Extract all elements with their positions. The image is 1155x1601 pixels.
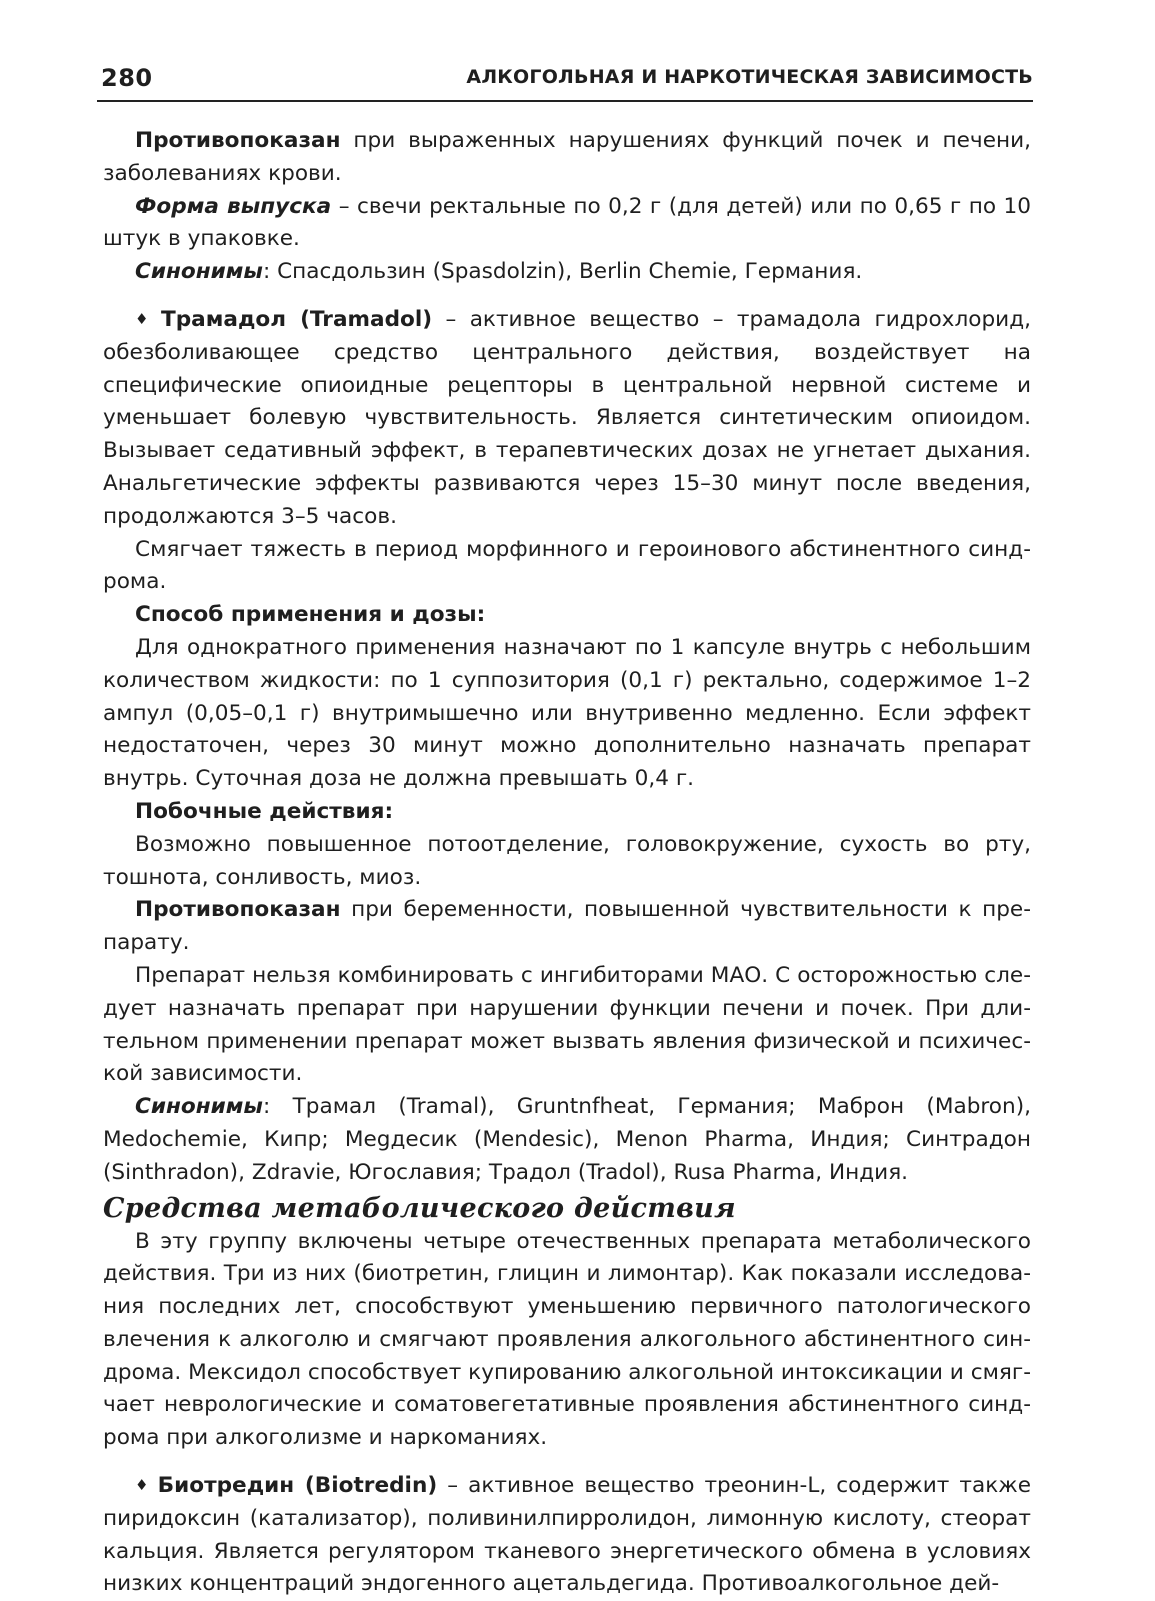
synonyms-label-2: Синонимы	[135, 1094, 263, 1120]
subheading-dosage: Способ применения и дозы:	[135, 602, 486, 628]
paragraph-release-form	[103, 191, 1031, 257]
paragraph-tramadol	[103, 303, 1031, 534]
side-effects-text: Возможно повышенное потоотделение, головокружение, сухость во рту, тошнота, сонливость, миоз.	[103, 831, 1031, 890]
tramadol-text: – активное вещество – трамадола гидрохлорид, обезболивающее средство центрального действия, воздействует на специфические опиоидные рецепторы в центральной нервной системе и уменьшает болевую чувствительность. Является синтетическим опиоидом. Вызывает седативный эффект, в терапевтических дозах не угнетает дыхания. Анальгетические эффекты развиваются через 15–30 минут после введения, продолжаются 3–5 часов.	[103, 306, 1032, 529]
release-form-label: Форма выпуска	[135, 193, 332, 219]
withdrawal-text: Смягчает тяжесть в период морфинного и героинового абстинентного синдрома.	[103, 536, 1031, 595]
subheading-side-effects: Побочные действия:	[135, 798, 394, 824]
interactions-text: Препарат нельзя комбинировать с ингибиторами МАО. С осторожностью следует назначать препарат при нарушении функции печени и почек. При длительном применении препарат может вызвать явления физической и психической зависимости.	[103, 962, 1031, 1087]
paragraph-synonyms-2	[103, 1091, 1031, 1189]
page-header	[97, 56, 1033, 102]
paragraph-contraindications-2	[103, 894, 1031, 960]
section-title: Средства метаболического действия	[103, 1192, 736, 1224]
paragraph-side-effects	[103, 829, 1031, 895]
paragraph-metabolic-intro	[103, 1226, 1031, 1456]
paragraph-dosage	[103, 632, 1031, 796]
contraindications-text: при выраженных нарушениях функций почек и печени, заболеваниях крови.	[103, 128, 1031, 186]
paragraph-synonyms	[103, 256, 1031, 289]
page-body	[103, 125, 1031, 1601]
page-number: 280	[101, 64, 153, 92]
paragraph-withdrawal	[103, 534, 1031, 600]
diamond-bullet-icon: ♦	[135, 309, 155, 328]
contraindications-text-2: при беременности, повышенной чувствительности к препарату.	[103, 897, 1031, 956]
synonyms-text: : Спасдользин (Spasdolzin), Berlin Chemie, Германия.	[262, 259, 863, 285]
tramadol-name: Трамадол (Tramadol)	[160, 306, 433, 332]
synonyms-label: Синонимы	[135, 259, 263, 285]
release-form-text: – свечи ректальные по 0,2 г (для детей) или по 0,65 г по 10 штук в упаковке.	[103, 193, 1031, 252]
contraindications-label: Противопоказан	[135, 128, 341, 153]
paragraph-interactions	[103, 960, 1031, 1091]
running-head: АЛКОГОЛЬНАЯ И НАРКОТИЧЕСКАЯ ЗАВИСИМОСТЬ	[466, 66, 1033, 88]
biotredin-text: – активное вещество треонин-L, содержит также пиридоксин (катализатор), поливинилпирролидон, лимонную кислоту, стеорат кальция. Является регулятором тканевого энергетического обмена в условиях низких концентраций эндогенного ацетальдегида. Противоалкогольное дей-	[103, 1473, 1031, 1597]
dosage-text: Для однократного применения назначают по 1 капсуле внутрь с небольшим количеством жидкости: по 1 суппозитория (0,1 г) ректально, содержимое 1–2 ампул (0,05–0,1 г) внутримышечно или внутривенно медленно. Если эффект недостаточен, через 30 минут можно дополнительно назначать препарат внутрь. Суточная доза не должна превышать 0,4 г.	[103, 634, 1031, 792]
biotredin-name: Биотредин (Biotredin)	[157, 1473, 438, 1499]
paragraph-biotredin	[103, 1469, 1031, 1601]
metabolic-intro-text: В эту группу включены четыре отечественных препарата метаболического действия. Три из них (биотретин, глицин и лимонтар). Как показали исследования последних лет, способствуют уменьшению первичного патологического влечения к алкоголю и смягчают проявления алкогольного абстинентного синдрома. Мексидол способствует купированию алкогольной интоксикации и смягчает неврологические и соматовегетативные проявления абстинентного синдрома при алкоголизме и наркоманиях.	[103, 1228, 1031, 1451]
diamond-bullet-icon: ♦	[135, 1476, 152, 1495]
synonyms-text-2: : Трамал (Tramal), Gruntnfheat, Германия; Маброн (Mabron), Medochemie, Кипр; Megдесик (Mendesic), Menon Pharma, Индия; Синтрадон (Sinthradon), Zdravie, Югославия; Традол (Tradol), Rusa Pharma, Индия.	[103, 1094, 1031, 1185]
contraindications-label-2: Противопоказан	[135, 897, 341, 923]
paragraph-contraindications	[103, 125, 1031, 191]
